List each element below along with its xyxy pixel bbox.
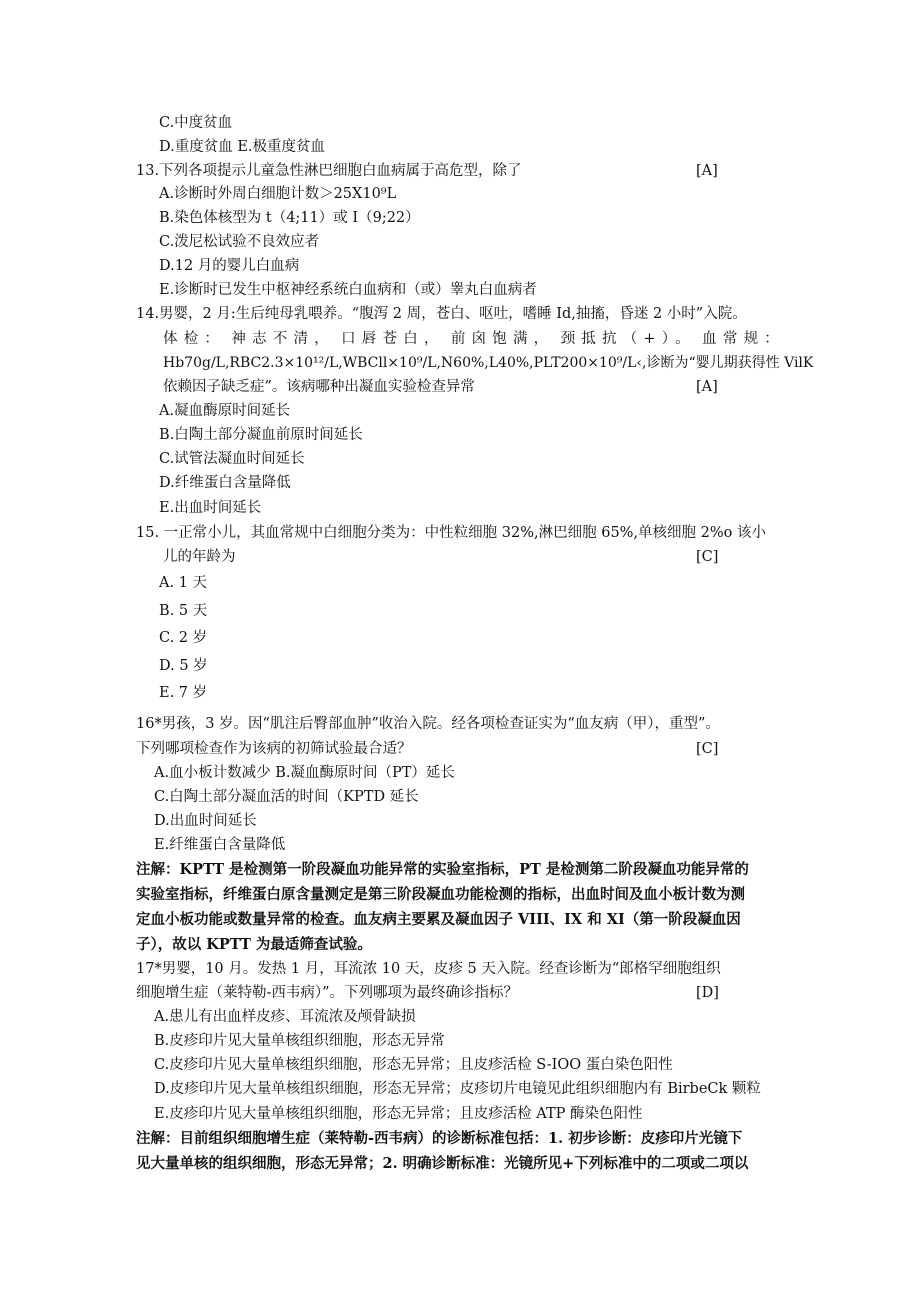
q13-option-b: B.染色体核型为 t（4;11）或 I（9;22） [159,210,420,226]
q14-stem-part: 血常规： [702,331,785,347]
q14-option-d: D.纤维蛋白含量降低 [159,475,291,491]
q14-stem-part: 神志不清， [231,331,335,347]
q17-option-b: B.皮疹印片见大量单核组织细胞，形态无异常 [154,1033,445,1049]
q17-option-e: E.皮疹印片见大量单核组织细胞，形态无异常；且皮疹活检 ATP 酶染色阳性 [154,1106,643,1122]
q14-option-a: A.凝血酶原时间延长 [159,403,291,419]
q12-option-c: C.中度贫血 [159,115,233,131]
q17-stem-line1: 17*男婴，10 月。发热 1 月，耳流浓 10 天，皮疹 5 天入院。经查诊断为“郎格罕细胞组织 [136,961,721,977]
q15-option-e: E. 7 岁 [159,685,208,701]
q12-option-de: D.重度贫血 E.极重度贫血 [159,139,326,155]
q17-note-line1: 注解：目前组织细胞增生症（莱特勒-西韦病）的诊断标准包括：1. 初步诊断：皮疹印片光镜下 [136,1130,743,1147]
q16-note-line4: 子），故以 KPTT 为最适筛查试验。 [136,936,372,953]
q16-note-line1: 注解：KPTT 是检测第一阶段凝血功能异常的实验室指标，PT 是检测第二阶段凝血功能异常的 [136,861,749,878]
q13-answer: [A] [696,163,718,179]
q16-note-line3: 定血小板功能或数量异常的检查。血友病主要累及凝血因子 VIII、IX 和 XI（第一阶段凝血因 [136,911,741,928]
q16-stem-line1: 16*男孩，3 岁。因“肌注后臀部血肿”收治入院。经各项检查证实为“血友病（甲），重型”。 [136,716,720,732]
q13-option-a: A.诊断时外周白细胞计数＞25X10⁹L [159,186,397,202]
q14-stem-part: 体检： [163,331,226,347]
q14-answer: [A] [696,379,718,395]
q16-answer: [C] [696,741,719,757]
q15-option-b: B. 5 天 [159,603,208,619]
q15-stem-line1: 15. 一正常小儿，其血常规中白细胞分类为：中性粒细胞 32%,淋巴细胞 65%,单核细胞 2%o 该小 [136,525,767,541]
q17-note-line2: 见大量单核的组织细胞，形态无异常；2. 明确诊断标准：光镜所见+下列标准中的二项或二项以 [136,1155,749,1172]
q17-option-c: C.皮疹印片见大量单核组织细胞，形态无异常；且皮疹活检 S-IOO 蛋白染色阳性 [154,1057,673,1073]
q15-stem-line2: 儿的年龄为 [163,549,236,565]
q16-stem-line2: 下列哪项检查作为该病的初筛试验最合适？ [136,741,412,757]
q16-note-line2: 实验室指标，纤维蛋白原含量测定是第三阶段凝血功能检测的指标，出血时间及血小板计数为测 [136,886,745,903]
q14-stem-line3: Hb70g/L,RBC2.3×10¹²/L,WBCll×10⁹/L,N60%,L40%,PLT200×10⁹/L‹,诊断为“婴儿期获得性 VilK [163,355,814,371]
q16-option-c: C.白陶土部分凝血活的时间（KPTD 延长 [154,789,419,805]
q14-stem-part: 口唇苍白， [341,331,445,347]
q16-option-d: D.出血时间延长 [154,813,257,829]
q13-option-d: D.12 月的婴儿白血病 [159,258,300,274]
q13-option-e: E.诊断时已发生中枢神经系统白血病和（或）睾丸白血病者 [159,282,537,298]
q14-option-e: E.出血时间延长 [159,500,262,516]
q17-option-d: D.皮疹印片见大量单核组织细胞，形态无异常；皮疹切片电镜见此组织细胞内有 BirbeCk 颗粒 [154,1081,761,1097]
q14-stem-part: 颈抵抗（+）。 [560,331,696,347]
q17-option-a: A.患儿有出血样皮疹、耳流浓及颅骨缺损 [154,1009,416,1025]
q14-option-b: B.白陶土部分凝血前原时间延长 [159,427,363,443]
q16-option-ab: A.血小板计数减少 B.凝血酶原时间（PT）延长 [154,765,455,781]
q13-option-c: C.泼尼松试验不良效应者 [159,234,320,250]
q15-option-a: A. 1 天 [159,575,208,591]
q14-stem-part: 前囟饱满， [450,331,555,347]
q14-stem-line4: 依赖因子缺乏症”。该病哪种出凝血实验检查异常 [163,379,475,395]
q17-answer: [D] [696,985,719,1001]
q15-option-c: C. 2 岁 [159,630,208,646]
q13-stem: 13.下列各项提示儿童急性淋巴细胞白血病属于高危型，除了 [136,163,522,179]
q14-stem-line1: 14.男婴，2 月:生后纯母乳喂养。“腹泻 2 周，苍白、呕吐，嗜睡 Id,抽搐，昏迷 2 小时”入院。 [136,306,747,322]
q15-option-d: D. 5 岁 [159,658,208,674]
q16-option-e: E.纤维蛋白含量降低 [154,837,286,853]
q15-answer: [C] [696,549,719,565]
q17-stem-line2: 细胞增生症（莱特勒-西韦病）”。下列哪项为最终确诊指标？ [136,985,519,1001]
q14-option-c: C.试管法凝血时间延长 [159,451,305,467]
q14-stem-line2 [163,329,785,349]
